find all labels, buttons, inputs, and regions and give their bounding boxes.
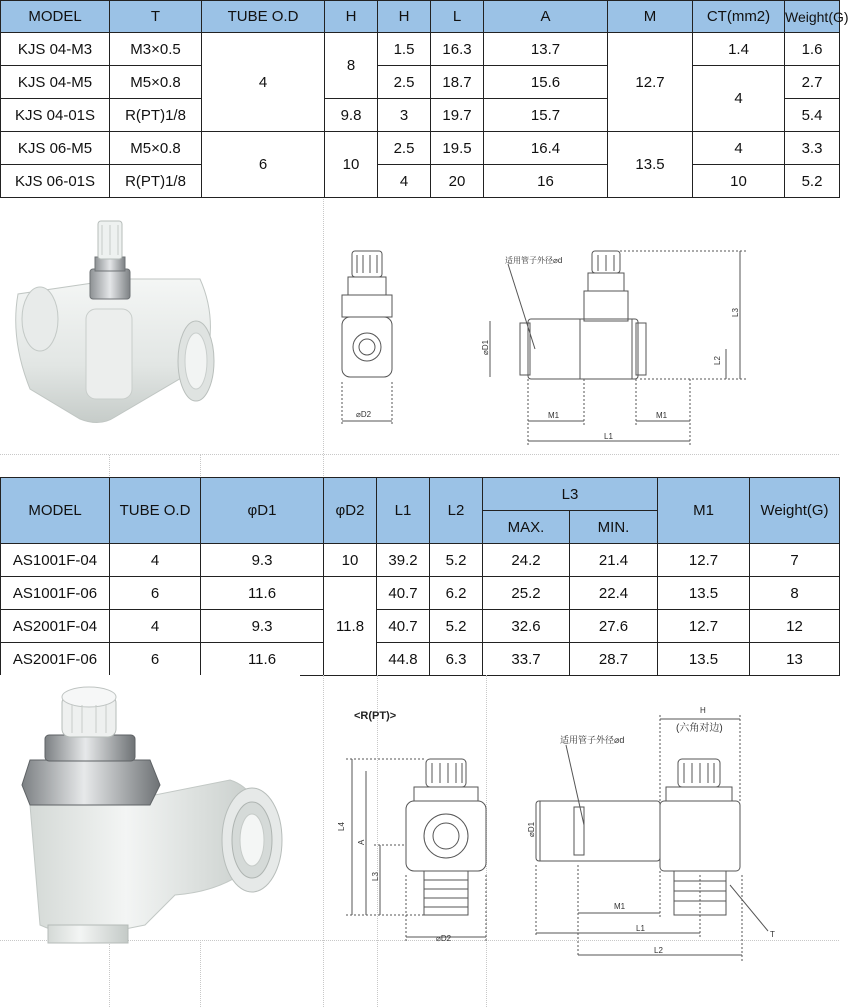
- cell-h: 2.5: [378, 132, 431, 165]
- cell-l3-min: 22.4: [570, 577, 658, 610]
- cell-tube-od: 4: [110, 610, 201, 643]
- label-t: T: [770, 930, 775, 939]
- cell-weight: 1.6: [785, 33, 840, 66]
- label-d1: ⌀D1: [527, 821, 536, 837]
- cell-model: KJS 04-M3: [1, 33, 110, 66]
- cell-l: 19.5: [431, 132, 484, 165]
- header-t: T: [110, 1, 202, 33]
- cell-weight: 8: [750, 577, 840, 610]
- cell-l3-min: 27.6: [570, 610, 658, 643]
- header-model: MODEL: [1, 478, 110, 544]
- cell-h: 2.5: [378, 66, 431, 99]
- cell-d2: 10: [324, 544, 377, 577]
- cell-l2: 5.2: [430, 544, 483, 577]
- cell-ct: 10: [693, 165, 785, 198]
- cell-t: M5×0.8: [110, 132, 202, 165]
- note-hex-flats: (六角对边): [676, 723, 723, 734]
- cell-tube-od: 4: [202, 33, 325, 132]
- label-d2: ⌀D2: [356, 410, 372, 419]
- cell-h: 10: [325, 132, 378, 198]
- label-l1: L1: [636, 924, 645, 933]
- label-m1-left: M1: [548, 411, 560, 420]
- header-m: M: [608, 1, 693, 33]
- cell-l3-max: 33.7: [483, 643, 570, 676]
- cell-ct: 4: [693, 132, 785, 165]
- table-row: [1, 66, 840, 99]
- cell-l1: 40.7: [377, 577, 430, 610]
- cell-l2: 6.2: [430, 577, 483, 610]
- as-figure-band: [0, 675, 839, 1007]
- label-l3: L3: [371, 872, 380, 881]
- label-l2: L2: [713, 356, 722, 365]
- table-row: [1, 643, 840, 676]
- cell-a: 15.6: [484, 66, 608, 99]
- table-row: [1, 610, 840, 643]
- cell-ct: 1.4: [693, 33, 785, 66]
- table-row: [1, 33, 840, 66]
- cell-a: 15.7: [484, 99, 608, 132]
- cell-l1: 44.8: [377, 643, 430, 676]
- header-h: H: [325, 1, 378, 33]
- table-row: [1, 132, 840, 165]
- cell-h: 4: [378, 165, 431, 198]
- note-tube-od: 适用管子外径⌀d: [560, 735, 625, 745]
- cell-d1: 11.6: [201, 577, 324, 610]
- cell-m: 13.5: [608, 132, 693, 198]
- cell-weight: 13: [750, 643, 840, 676]
- cell-model: KJS 04-M5: [1, 66, 110, 99]
- table-row: [1, 577, 840, 610]
- kjs-figure-band: [0, 199, 839, 476]
- header-weight: Weight(G): [750, 478, 840, 544]
- cell-h: 9.8: [325, 99, 378, 132]
- cell-tube-od: 6: [202, 132, 325, 198]
- as-front-view-drawing: [536, 715, 768, 961]
- cell-m1: 12.7: [658, 610, 750, 643]
- cell-a: 16.4: [484, 132, 608, 165]
- label-l4: L4: [337, 822, 346, 831]
- cell-h: 1.5: [378, 33, 431, 66]
- label-d2: ⌀D2: [436, 934, 452, 943]
- note-tube-od: 适用管子外径⌀d: [505, 256, 563, 265]
- header-tube-od: TUBE O.D: [110, 478, 201, 544]
- cell-l3-max: 24.2: [483, 544, 570, 577]
- cell-model: KJS 04-01S: [1, 99, 110, 132]
- kjs-side-view-drawing: [342, 251, 392, 425]
- cell-a: 13.7: [484, 33, 608, 66]
- cell-l2: 5.2: [430, 610, 483, 643]
- cell-l: 18.7: [431, 66, 484, 99]
- header-d1: φD1: [201, 478, 324, 544]
- cell-weight: 3.3: [785, 132, 840, 165]
- label-l2: L2: [654, 946, 663, 955]
- cell-l: 19.7: [431, 99, 484, 132]
- kjs-front-view-drawing: [490, 251, 746, 445]
- header-model: MODEL: [1, 1, 110, 33]
- label-d1: ⌀D1: [481, 339, 490, 355]
- cell-weight: 12: [750, 610, 840, 643]
- cell-model: KJS 06-M5: [1, 132, 110, 165]
- header-m1: M1: [658, 478, 750, 544]
- label-m1: M1: [614, 902, 626, 911]
- cell-m: 12.7: [608, 33, 693, 132]
- header-h: H: [378, 1, 431, 33]
- cell-d2: 11.8: [324, 577, 377, 676]
- label-h: H: [700, 706, 706, 715]
- kjs-spec-table: [0, 0, 849, 198]
- cell-a: 16: [484, 165, 608, 198]
- cell-model: AS2001F-06: [1, 643, 110, 676]
- cell-l3-min: 21.4: [570, 544, 658, 577]
- cell-t: M3×0.5: [110, 33, 202, 66]
- cell-d1: 11.6: [201, 643, 324, 676]
- cell-l1: 40.7: [377, 610, 430, 643]
- header-ct: CT(mm2): [693, 1, 785, 33]
- table-row: [1, 544, 840, 577]
- table-row: [1, 165, 840, 198]
- cell-weight: 5.4: [785, 99, 840, 132]
- cell-t: R(PT)1/8: [110, 99, 202, 132]
- cell-t: M5×0.8: [110, 66, 202, 99]
- cell-l: 20: [431, 165, 484, 198]
- cell-weight: 2.7: [785, 66, 840, 99]
- header-weight: Weight(G): [785, 1, 840, 33]
- cell-l: 16.3: [431, 33, 484, 66]
- header-l: L: [431, 1, 484, 33]
- kjs-drawing-svg: [0, 199, 839, 476]
- cell-tube-od: 4: [110, 544, 201, 577]
- header-tube-od: TUBE O.D: [202, 1, 325, 33]
- header-l1: L1: [377, 478, 430, 544]
- header-a: A: [484, 1, 608, 33]
- header-l3-max: MAX.: [483, 511, 570, 544]
- as-drawing-svg: [0, 675, 839, 1007]
- cell-tube-od: 6: [110, 577, 201, 610]
- label-a: A: [357, 839, 366, 845]
- header-d2: φD2: [324, 478, 377, 544]
- as-side-view-drawing: [346, 759, 486, 941]
- cell-model: AS1001F-06: [1, 577, 110, 610]
- cell-ct: 4: [693, 66, 785, 132]
- cell-h: 3: [378, 99, 431, 132]
- header-l3-min: MIN.: [570, 511, 658, 544]
- cell-model: KJS 06-01S: [1, 165, 110, 198]
- cell-weight: 5.2: [785, 165, 840, 198]
- cell-l3-max: 25.2: [483, 577, 570, 610]
- kjs-product-photo: [0, 199, 245, 454]
- cell-d1: 9.3: [201, 610, 324, 643]
- cell-m1: 12.7: [658, 544, 750, 577]
- cell-tube-od: 6: [110, 643, 201, 676]
- cell-l1: 39.2: [377, 544, 430, 577]
- cell-h: 8: [325, 33, 378, 99]
- cell-l3-max: 32.6: [483, 610, 570, 643]
- cell-model: AS2001F-04: [1, 610, 110, 643]
- cell-m1: 13.5: [658, 577, 750, 610]
- header-l3: L3: [483, 478, 658, 511]
- label-l3: L3: [731, 308, 740, 317]
- label-m1-right: M1: [656, 411, 668, 420]
- cell-model: AS1001F-04: [1, 544, 110, 577]
- cell-l3-min: 28.7: [570, 643, 658, 676]
- cell-weight: 7: [750, 544, 840, 577]
- cell-d1: 9.3: [201, 544, 324, 577]
- cell-l2: 6.3: [430, 643, 483, 676]
- label-l1: L1: [604, 432, 613, 441]
- as-product-photo: [0, 675, 300, 943]
- drawing-title-rpt: <R(PT)>: [354, 710, 397, 722]
- cell-t: R(PT)1/8: [110, 165, 202, 198]
- header-l2: L2: [430, 478, 483, 544]
- as-spec-table: [0, 477, 840, 676]
- cell-m1: 13.5: [658, 643, 750, 676]
